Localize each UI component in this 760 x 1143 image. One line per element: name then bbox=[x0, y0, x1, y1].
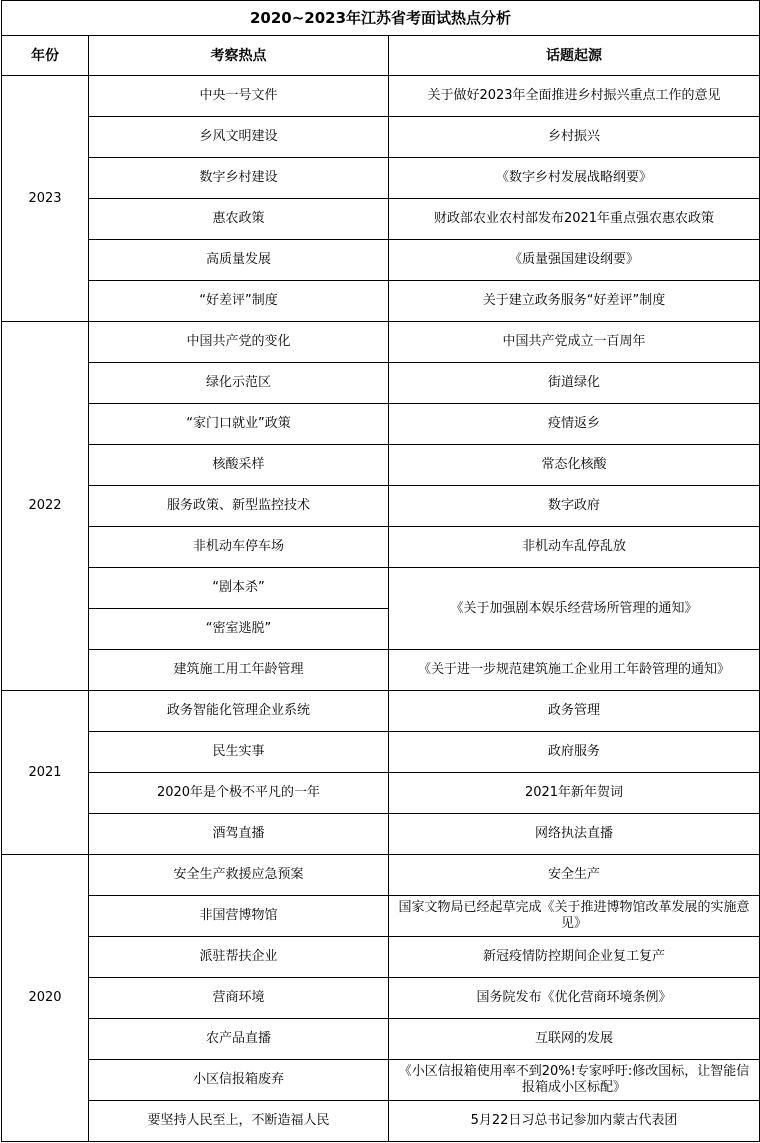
origin-cell: 关于建立政务服务“好差评”制度 bbox=[389, 281, 760, 322]
topic-cell: 数字乡村建设 bbox=[89, 158, 389, 199]
origin-cell: 政务管理 bbox=[389, 691, 760, 732]
topic-cell: 乡风文明建设 bbox=[89, 117, 389, 158]
table-row bbox=[2, 158, 760, 199]
origin-cell: 关于做好2023年全面推进乡村振兴重点工作的意见 bbox=[389, 76, 760, 117]
topic-cell: 民生实事 bbox=[89, 732, 389, 773]
topic-cell: 政务智能化管理企业系统 bbox=[89, 691, 389, 732]
topic-cell: “密室逃脱” bbox=[89, 609, 389, 650]
year-cell: 2021 bbox=[2, 691, 89, 855]
topic-cell: 营商环境 bbox=[89, 978, 389, 1019]
table-row bbox=[2, 896, 760, 937]
table-row bbox=[2, 445, 760, 486]
table-row bbox=[2, 937, 760, 978]
origin-cell: 财政部农业农村部发布2021年重点强农惠农政策 bbox=[389, 199, 760, 240]
table-row bbox=[2, 527, 760, 568]
table-row bbox=[2, 1019, 760, 1060]
table-row bbox=[2, 773, 760, 814]
topic-cell: “好差评”制度 bbox=[89, 281, 389, 322]
topic-cell: 建筑施工用工年龄管理 bbox=[89, 650, 389, 691]
table-row bbox=[2, 363, 760, 404]
topic-cell: 酒驾直播 bbox=[89, 814, 389, 855]
table-row bbox=[2, 1060, 760, 1101]
origin-cell: 2021年新年贺词 bbox=[389, 773, 760, 814]
table-row bbox=[2, 691, 760, 732]
origin-cell: 《关于加强剧本娱乐经营场所管理的通知》 bbox=[389, 568, 760, 650]
topic-cell: 中国共产党的变化 bbox=[89, 322, 389, 363]
table-row bbox=[2, 568, 760, 609]
topic-cell: 绿化示范区 bbox=[89, 363, 389, 404]
table-row bbox=[2, 650, 760, 691]
hotspot-table bbox=[1, 0, 760, 1142]
topic-cell: “剧本杀” bbox=[89, 568, 389, 609]
origin-cell: 中国共产党成立一百周年 bbox=[389, 322, 760, 363]
table-row bbox=[2, 486, 760, 527]
table-row bbox=[2, 240, 760, 281]
table-row bbox=[2, 281, 760, 322]
header-year: 年份 bbox=[2, 36, 89, 76]
table-row bbox=[2, 855, 760, 896]
table-row bbox=[2, 1101, 760, 1142]
topic-cell: 惠农政策 bbox=[89, 199, 389, 240]
origin-cell: 新冠疫情防控期间企业复工复产 bbox=[389, 937, 760, 978]
table-row bbox=[2, 814, 760, 855]
table-row bbox=[2, 732, 760, 773]
year-cell: 2022 bbox=[2, 322, 89, 691]
topic-cell: 小区信报箱废弃 bbox=[89, 1060, 389, 1101]
table-row bbox=[2, 978, 760, 1019]
topic-cell: 农产品直播 bbox=[89, 1019, 389, 1060]
topic-cell: 非国营博物馆 bbox=[89, 896, 389, 937]
header-origin: 话题起源 bbox=[389, 36, 760, 76]
table-row bbox=[2, 199, 760, 240]
topic-cell: 派驻帮扶企业 bbox=[89, 937, 389, 978]
origin-cell: 非机动车乱停乱放 bbox=[389, 527, 760, 568]
topic-cell: “家门口就业”政策 bbox=[89, 404, 389, 445]
origin-cell: 5月22日习总书记参加内蒙古代表团 bbox=[389, 1101, 760, 1142]
topic-cell: 2020年是个极不平凡的一年 bbox=[89, 773, 389, 814]
origin-cell: 国家文物局已经起草完成《关于推进博物馆改革发展的实施意见》 bbox=[389, 896, 760, 937]
header-topic: 考察热点 bbox=[89, 36, 389, 76]
topic-cell: 要坚持人民至上，不断造福人民 bbox=[89, 1101, 389, 1142]
topic-cell: 核酸采样 bbox=[89, 445, 389, 486]
origin-cell: 街道绿化 bbox=[389, 363, 760, 404]
origin-cell: 网络执法直播 bbox=[389, 814, 760, 855]
origin-cell: 《小区信报箱使用率不到20%!专家呼吁:修改国标，让智能信报箱成小区标配》 bbox=[389, 1060, 760, 1101]
table-row bbox=[2, 404, 760, 445]
origin-cell: 《关于进一步规范建筑施工企业用工年龄管理的通知》 bbox=[389, 650, 760, 691]
origin-cell: 《数字乡村发展战略纲要》 bbox=[389, 158, 760, 199]
table-title: 2020~2023年江苏省考面试热点分析 bbox=[2, 1, 760, 36]
topic-cell: 安全生产救援应急预案 bbox=[89, 855, 389, 896]
origin-cell: 乡村振兴 bbox=[389, 117, 760, 158]
table-row bbox=[2, 322, 760, 363]
year-cell: 2020 bbox=[2, 855, 89, 1142]
origin-cell: 互联网的发展 bbox=[389, 1019, 760, 1060]
topic-cell: 非机动车停车场 bbox=[89, 527, 389, 568]
topic-cell: 中央一号文件 bbox=[89, 76, 389, 117]
origin-cell: 常态化核酸 bbox=[389, 445, 760, 486]
table-row bbox=[2, 76, 760, 117]
origin-cell: 《质量强国建设纲要》 bbox=[389, 240, 760, 281]
origin-cell: 数字政府 bbox=[389, 486, 760, 527]
topic-cell: 服务政策、新型监控技术 bbox=[89, 486, 389, 527]
origin-cell: 疫情返乡 bbox=[389, 404, 760, 445]
origin-cell: 政府服务 bbox=[389, 732, 760, 773]
origin-cell: 国务院发布《优化营商环境条例》 bbox=[389, 978, 760, 1019]
year-cell: 2023 bbox=[2, 76, 89, 322]
origin-cell: 安全生产 bbox=[389, 855, 760, 896]
topic-cell: 高质量发展 bbox=[89, 240, 389, 281]
table-row bbox=[2, 117, 760, 158]
